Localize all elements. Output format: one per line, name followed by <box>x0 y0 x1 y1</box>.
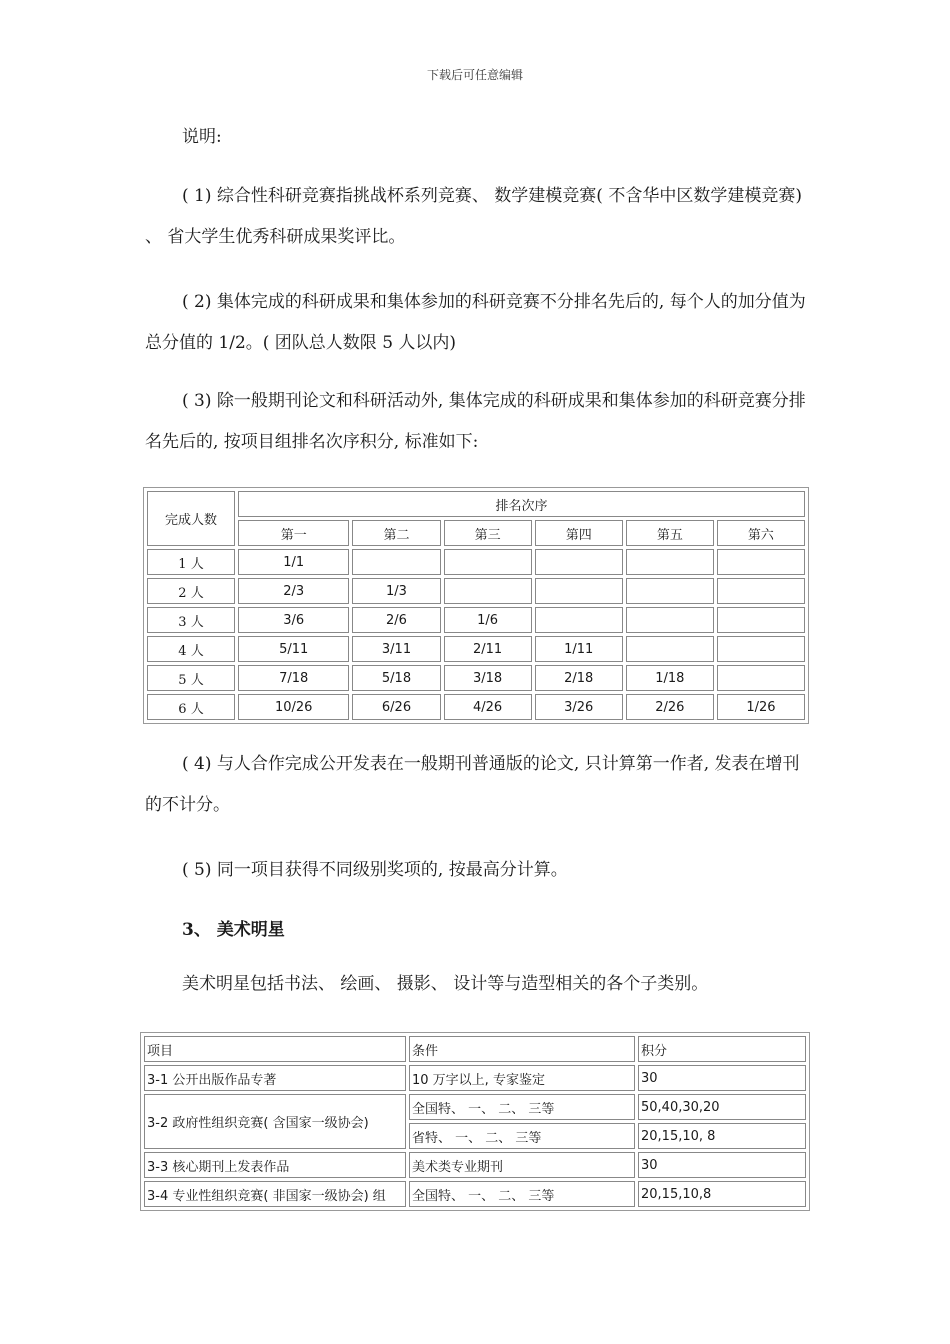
table-row <box>147 607 805 633</box>
people-cell: 4 人 <box>147 636 235 662</box>
section-heading: 3、 美术明星 <box>182 920 285 940</box>
value-cell <box>444 549 532 575</box>
table-row <box>144 1152 806 1178</box>
table-row <box>147 665 805 691</box>
score-cell: 30 <box>638 1065 806 1091</box>
value-cell: 1/26 <box>717 694 805 720</box>
value-cell <box>717 636 805 662</box>
value-cell <box>352 549 440 575</box>
people-cell: 6 人 <box>147 694 235 720</box>
note-4: ( 4) 与人合作完成公开发表在一般期刊普通版的论文, 只计算第一作者, 发表在增刊的不计分。 <box>145 754 800 815</box>
condition-cell: 美术类专业期刊 <box>409 1152 635 1178</box>
table-row <box>147 549 805 575</box>
value-cell: 2/6 <box>352 607 440 633</box>
value-cell: 1/6 <box>444 607 532 633</box>
header-condition: 条件 <box>409 1036 635 1062</box>
table-row <box>147 578 805 604</box>
value-cell <box>717 665 805 691</box>
value-cell <box>535 578 623 604</box>
table-row <box>147 694 805 720</box>
item-cell: 3-1 公开出版作品专著 <box>144 1065 406 1091</box>
value-cell <box>717 578 805 604</box>
table-row <box>144 1094 806 1120</box>
value-cell: 10/26 <box>238 694 349 720</box>
value-cell <box>717 607 805 633</box>
people-cell: 3 人 <box>147 607 235 633</box>
page-header: 下载后可任意编辑 <box>426 68 523 82</box>
value-cell: 3/18 <box>444 665 532 691</box>
header-people: 完成人数 <box>147 491 235 546</box>
condition-cell: 全国特、 一、 二、 三等 <box>409 1094 635 1120</box>
table-row <box>144 1065 806 1091</box>
value-cell: 7/18 <box>238 665 349 691</box>
score-cell: 50,40,30,20 <box>638 1094 806 1120</box>
value-cell: 2/26 <box>626 694 714 720</box>
value-cell: 3/6 <box>238 607 349 633</box>
art-star-table <box>140 1032 810 1211</box>
header-rank: 第三 <box>444 520 532 546</box>
item-cell: 3-2 政府性组织竞赛( 含国家一级协会) <box>144 1094 406 1149</box>
condition-cell: 全国特、 一、 二、 三等 <box>409 1181 635 1207</box>
item-cell: 3-3 核心期刊上发表作品 <box>144 1152 406 1178</box>
people-cell: 2 人 <box>147 578 235 604</box>
score-cell: 20,15,10, 8 <box>638 1123 806 1149</box>
header-item: 项目 <box>144 1036 406 1062</box>
header-score: 积分 <box>638 1036 806 1062</box>
value-cell: 3/26 <box>535 694 623 720</box>
header-rank: 第六 <box>717 520 805 546</box>
value-cell: 2/18 <box>535 665 623 691</box>
note-1: ( 1) 综合性科研竞赛指挑战杯系列竞赛、 数学建模竞赛( 不含华中区数学建模竞赛) 、 省大学生优秀科研成果奖评比。 <box>145 186 802 247</box>
table-row <box>147 636 805 662</box>
table-row <box>144 1181 806 1207</box>
header-rank: 第一 <box>238 520 349 546</box>
value-cell <box>444 578 532 604</box>
note-2: ( 2) 集体完成的科研成果和集体参加的科研竞赛不分排名先后的, 每个人的加分值为总分值的 1/2。( 团队总人数限 5 人以内) <box>145 292 806 353</box>
value-cell: 2/11 <box>444 636 532 662</box>
header-rank: 第四 <box>535 520 623 546</box>
condition-cell: 省特、 一、 二、 三等 <box>409 1123 635 1149</box>
value-cell: 1/3 <box>352 578 440 604</box>
value-cell: 1/18 <box>626 665 714 691</box>
value-cell: 1/11 <box>535 636 623 662</box>
value-cell: 6/26 <box>352 694 440 720</box>
table-header-row <box>144 1036 806 1062</box>
item-cell: 3-4 专业性组织竞赛( 非国家一级协会) 组 <box>144 1181 406 1207</box>
notes-title: 说明: <box>182 127 222 147</box>
score-cell: 20,15,10,8 <box>638 1181 806 1207</box>
score-cell: 30 <box>638 1152 806 1178</box>
value-cell: 4/26 <box>444 694 532 720</box>
value-cell <box>626 636 714 662</box>
people-cell: 1 人 <box>147 549 235 575</box>
header-rank: 第二 <box>352 520 440 546</box>
condition-cell: 10 万字以上, 专家鉴定 <box>409 1065 635 1091</box>
value-cell <box>626 607 714 633</box>
value-cell <box>717 549 805 575</box>
value-cell <box>626 578 714 604</box>
people-cell: 5 人 <box>147 665 235 691</box>
value-cell: 3/11 <box>352 636 440 662</box>
value-cell <box>535 549 623 575</box>
note-5: ( 5) 同一项目获得不同级别奖项的, 按最高分计算。 <box>182 860 568 880</box>
value-cell: 1/1 <box>238 549 349 575</box>
value-cell <box>626 549 714 575</box>
value-cell: 5/11 <box>238 636 349 662</box>
value-cell: 5/18 <box>352 665 440 691</box>
rank-score-table <box>143 487 809 724</box>
note-3: ( 3) 除一般期刊论文和科研活动外, 集体完成的科研成果和集体参加的科研竞赛分排名先后的, 按项目组排名次序积分, 标准如下: <box>145 391 806 452</box>
value-cell: 2/3 <box>238 578 349 604</box>
header-rank-order: 排名次序 <box>238 491 805 517</box>
value-cell <box>535 607 623 633</box>
section-intro: 美术明星包括书法、 绘画、 摄影、 设计等与造型相关的各个子类别。 <box>182 974 709 994</box>
header-rank: 第五 <box>626 520 714 546</box>
